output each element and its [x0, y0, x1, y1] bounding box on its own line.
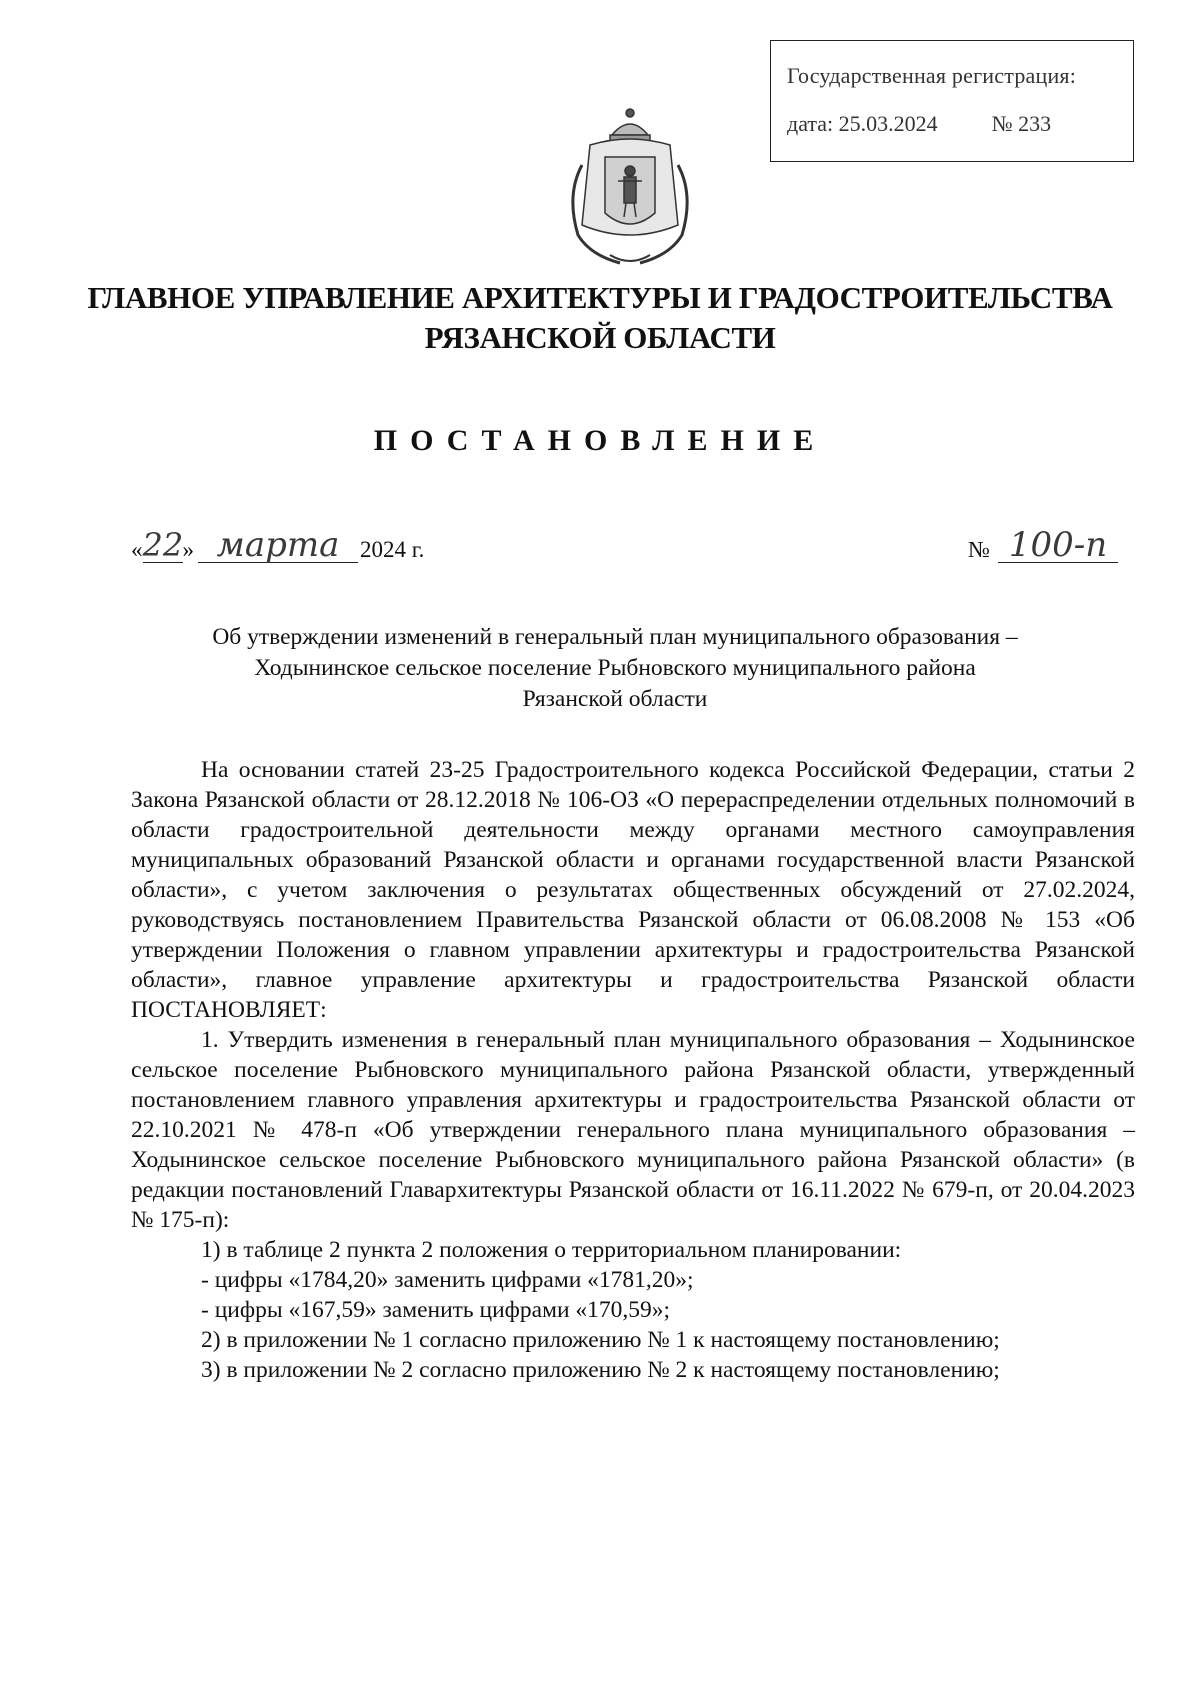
registration-date: дата: 25.03.2024: [787, 111, 938, 136]
item-1-paragraph: 1. Утвердить изменения в генеральный план муниципального образования – Ходынинское сельское поселение Рыбновского муниципального района Рязанской области, утвержденный постановлением главного управления архитектуры и градостроительства Рязанской области от 22.10.2021 № 478-п «Об утверждении генерального плана муниципального образования – Ходынинское сельское поселение Рыбновского муниципального района Рязанской области» (в редакции постановлений Главархитектуры Рязанской области от 16.11.2022 № 679-п, от 20.04.2023 № 175-п):: [131, 1027, 1135, 1233]
organization-line-2: РЯЗАНСКОЙ ОБЛАСТИ: [424, 320, 776, 355]
subject-line-3: Рязанской области: [522, 686, 708, 712]
document-body: [131, 755, 1135, 1385]
number-handwritten: 100-п: [998, 528, 1118, 563]
subject-line-2: Ходынинское сельское поселение Рыбновского муниципального района: [254, 655, 976, 681]
preamble-paragraph: На основании статей 23-25 Градостроительного кодекса Российской Федерации, статьи 2 Закона Рязанской области от 28.12.2018 № 106-ОЗ «О перераспределении отдельных полномочий в области градостроительной деятельности между органами местного самоуправления муниципальных образований Рязанской области и органами государственной власти Рязанской области», с учетом заключения о результатах общественных обсуждений от 27.02.2024, руководствуясь постановлением Правительства Рязанской области от 06.08.2008 № 153 «Об утверждении Положения о главном управлении архитектуры и градостроительства Рязанской области», главное управление архитектуры и градостроительства Рязанской области ПОСТАНОВЛЯЕТ:: [131, 757, 1135, 1023]
registration-label: Государственная регистрация:: [787, 63, 1077, 88]
coat-of-arms-icon: [560, 105, 700, 270]
subitem-3-paragraph: 3) в приложении № 2 согласно приложению № 2 к настоящему постановлению;: [201, 1357, 1000, 1383]
organization-name: [0, 278, 1200, 358]
organization-line-1: ГЛАВНОЕ УПРАВЛЕНИЕ АРХИТЕКТУРЫ И ГРАДОСТРОИТЕЛЬСТВА: [87, 280, 1113, 315]
document-date: [131, 525, 425, 565]
date-open-quote: «: [131, 537, 143, 562]
registration-stamp: [770, 40, 1134, 162]
date-close-quote: »: [182, 537, 194, 562]
date-day-handwritten: 22: [142, 526, 184, 564]
subject-line-1: Об утверждении изменений в генеральный план муниципального образования –: [212, 624, 1018, 650]
dash-item-1: - цифры «1784,20» заменить цифрами «1781,20»;: [201, 1267, 694, 1293]
date-month-handwritten: марта: [198, 528, 358, 563]
document-number: [968, 525, 1118, 565]
dash-item-2: - цифры «167,59» заменить цифрами «170,59»;: [201, 1297, 671, 1323]
document-subject: [100, 622, 1130, 715]
subitem-1-paragraph: 1) в таблице 2 пункта 2 положения о территориальном планировании:: [201, 1237, 902, 1263]
date-year: 2024 г.: [360, 537, 425, 562]
document-type-title: ПОСТАНОВЛЕНИЕ: [373, 424, 827, 457]
registration-number: № 233: [991, 111, 1052, 136]
subitem-2-paragraph: 2) в приложении № 1 согласно приложению № 1 к настоящему постановлению;: [201, 1327, 1000, 1353]
number-prefix: №: [968, 537, 990, 562]
